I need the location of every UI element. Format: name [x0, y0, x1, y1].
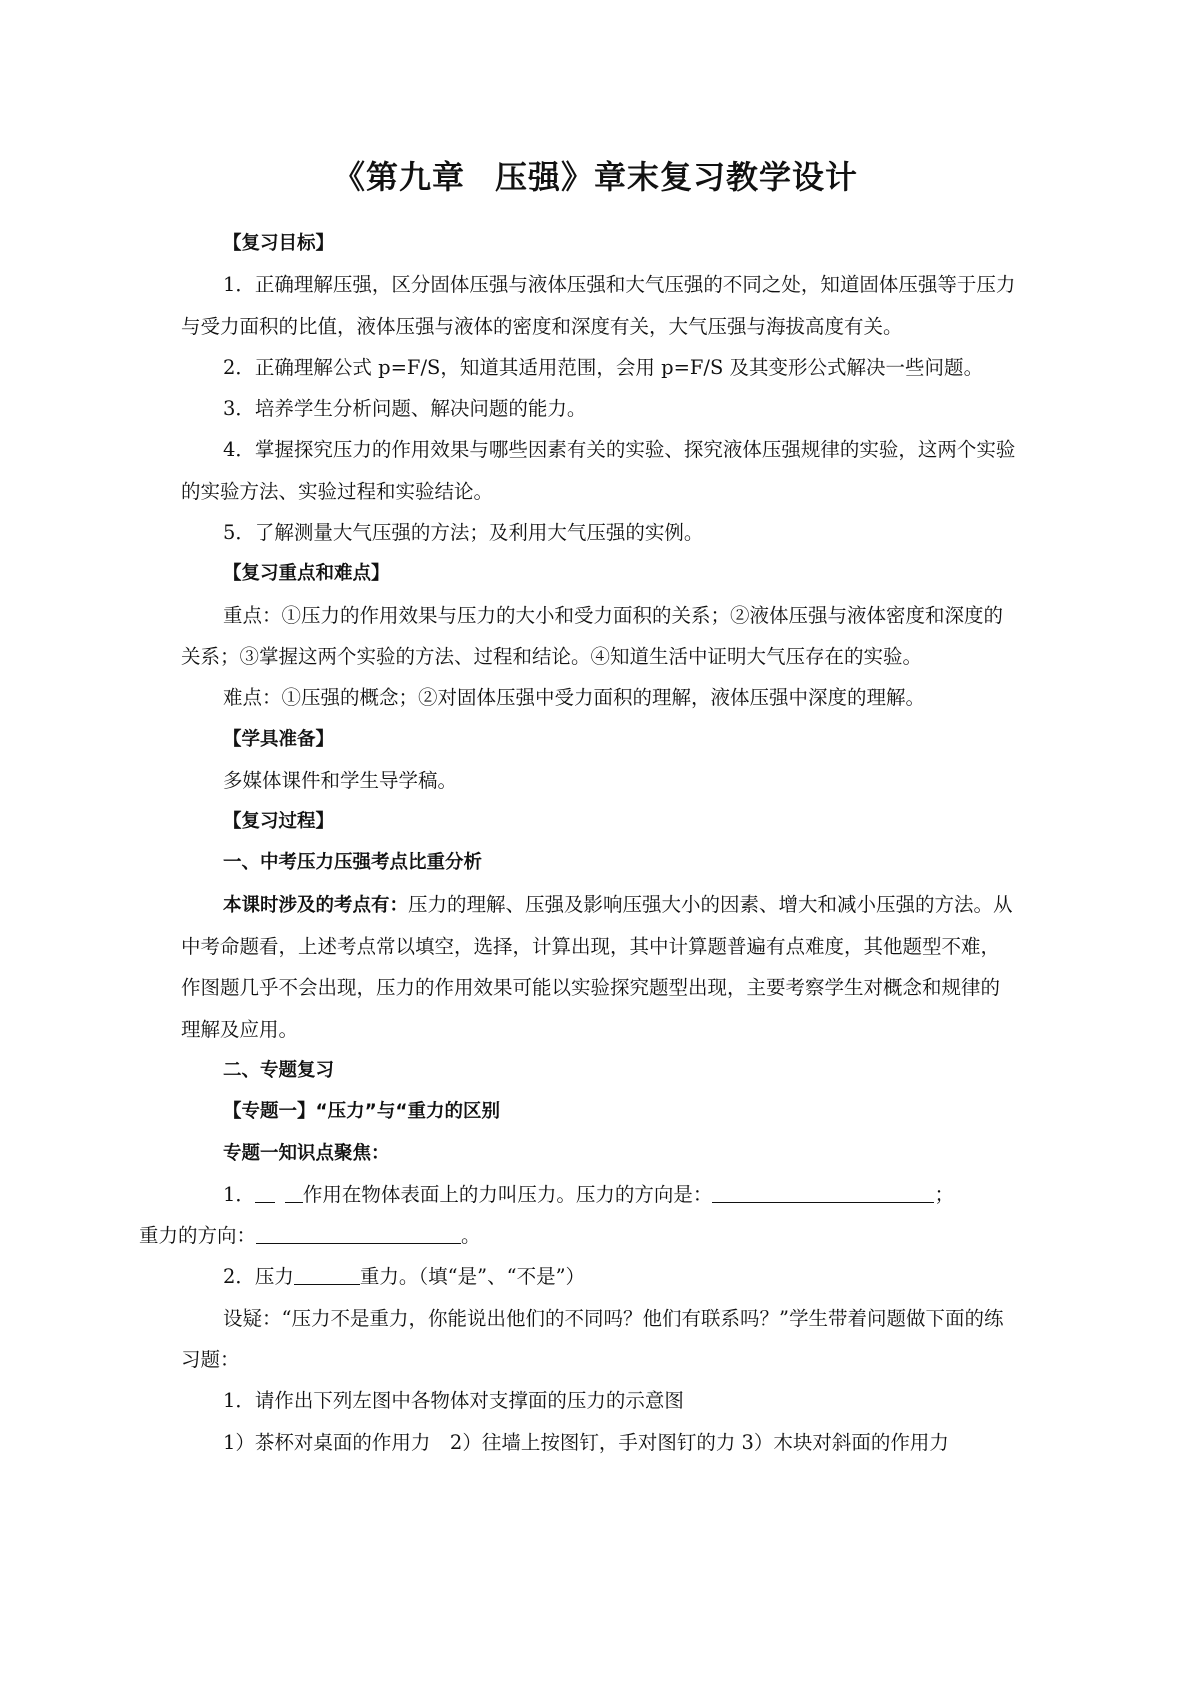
question-2-a: 2．压力: [223, 1265, 294, 1289]
key-points-heading: 【复习重点和难点】: [223, 563, 390, 585]
exercise-1-items: 1）茶杯对桌面的作用力 2）往墙上按图钉，手对图钉的力 3）木块对斜面的作用力: [223, 1430, 949, 1454]
part-1-lead: 本课时涉及的考点有：: [223, 894, 409, 916]
question-2: [181, 1256, 1016, 1297]
blank-pressure-direction[interactable]: [712, 1180, 934, 1203]
topic-1-focus: 专题一知识点聚焦：: [223, 1142, 390, 1164]
document-body: [139, 223, 1016, 1463]
question-1-semicolon: ；: [934, 1182, 954, 1206]
title-part-1: 《第九章: [332, 158, 465, 196]
goal-2: 2．正确理解公式 p=F/S，知道其适用范围，会用 p=F/S 及其变形公式解决一些问题。: [223, 355, 984, 379]
part-1-body: 压力的理解、压强及影响压强大小的因素、增大和减小压强的方法。从中考命题看，上述考点常以填空，选择，计算出现，其中计算题普遍有点难度，其他题型不难，作图题几乎不会出现，压力的作用效果可能以实验探究题型出现，主要考察学生对概念和规律的理解及应用。: [181, 892, 1013, 1041]
blank-is-gravity[interactable]: [294, 1262, 360, 1285]
tools-heading: 【学具准备】: [223, 728, 335, 750]
part-1-paragraph: [181, 884, 1016, 1050]
topic-1-heading: 【专题一】“压力”与“重力的区别: [223, 1101, 500, 1123]
doubt-text: 设疑：“压力不是重力，你能说出他们的不同吗？他们有联系吗？”学生带着问题做下面的练习题：: [181, 1306, 1004, 1372]
document-title: [0, 152, 1191, 198]
blank-1a[interactable]: [255, 1180, 275, 1203]
goal-1: 1．正确理解压强，区分固体压强与液体压强和大气压强的不同之处，知道固体压强等于压力与受力面积的比值，液体压强与液体的密度和深度有关，大气压强与海拔高度有关。: [181, 273, 1016, 338]
question-1-text-b: 重力的方向：: [139, 1224, 257, 1248]
goals-heading: 【复习目标】: [223, 233, 335, 254]
goal-5: 5．了解测量大气压强的方法；及利用大气压强的实例。: [223, 521, 704, 545]
difficulties: 难点：①压强的概念；②对固体压强中受力面积的理解，液体压强中深度的理解。: [223, 686, 926, 710]
question-1-text-a: 作用在物体表面上的力叫压力。压力的方向是：: [302, 1182, 713, 1206]
key-points: 重点：①压力的作用效果与压力的大小和受力面积的关系；②液体压强与液体密度和深度的关系；③掌握这两个实验的方法、过程和结论。④知道生活中证明大气压存在的实验。: [181, 603, 1004, 668]
title-part-2: 压强》章末复习教学设计: [495, 158, 859, 196]
goal-3: 3．培养学生分析问题、解决问题的能力。: [223, 397, 587, 421]
question-2-b: 重力。（填“是”、“不是”）: [359, 1265, 586, 1289]
goal-4: 4．掌握探究压力的作用效果与哪些因素有关的实验、探究液体压强规律的实验，这两个实验的实验方法、实验过程和实验结论。: [181, 438, 1016, 503]
exercise-1: 1．请作出下列左图中各物体对支撑面的压力的示意图: [223, 1389, 684, 1413]
blank-gravity-direction[interactable]: [256, 1221, 461, 1244]
question-1: [139, 1174, 1016, 1257]
part-1-heading: 一、中考压力压强考点比重分析: [223, 852, 483, 874]
part-2-heading: 二、专题复习: [223, 1059, 335, 1081]
process-heading: 【复习过程】: [223, 811, 335, 833]
question-1-number: 1．: [223, 1182, 255, 1206]
tools-text: 多媒体课件和学生导学稿。: [223, 768, 458, 792]
blank-1b[interactable]: [285, 1180, 303, 1203]
question-1-end: 。: [461, 1224, 481, 1248]
